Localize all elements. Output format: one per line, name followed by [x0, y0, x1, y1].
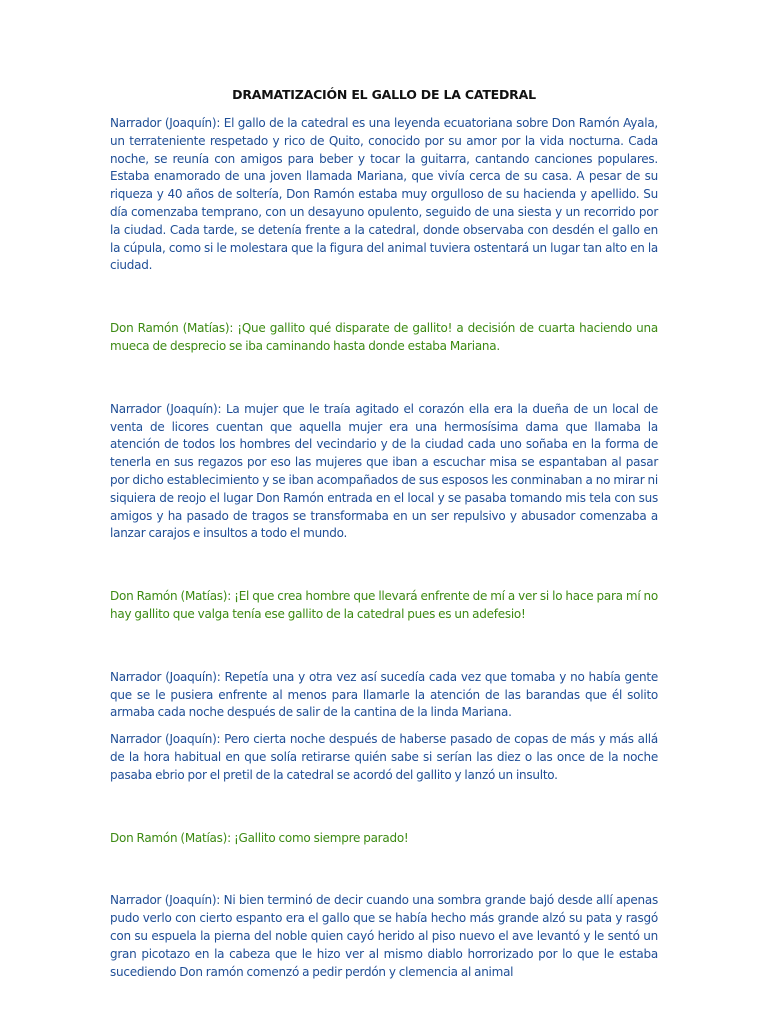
document-title: DRAMATIZACIÓN EL GALLO DE LA CATEDRAL [232, 87, 536, 102]
document-page [110, 86, 658, 981]
paragraph-ramon-2: Don Ramón (Matías): ¡El que crea hombre que llevará enfrente de mí a ver si lo hace para mí no hay gallito que valga tenía ese gallito de la catedral pues es un adefesio! [110, 589, 658, 621]
paragraph-narrator-1: Narrador (Joaquín): El gallo de la catedral es una leyenda ecuatoriana sobre Don Ramón Ayala, un terrateniente respetado y rico de Quito, conocido por su amor por la vida nocturna. Cada noche, se reunía con amigos para beber y tocar la guitarra, cantando canciones populares. Estaba enamorado de una joven llamada Mariana, que vivía cerca de su casa. A pesar de su riqueza y 40 años de soltería, Don Ramón estaba muy orgulloso de su hacienda y apellido. Su día comenzaba temprano, con un desayuno opulento, seguido de una siesta y un recorrido por la ciudad. Cada tarde, se detenía frente a la catedral, donde observaba con desdén el gallo en la cúpula, como si le molestara que la figura del animal tuviera ostentará un lugar tan alto en la ciudad. [110, 116, 658, 273]
paragraph-narrator-4: Narrador (Joaquín): Pero cierta noche después de haberse pasado de copas de más y más allá de la hora habitual en que solía retirarse quién sabe si serían las diez o las once de la noche pasaba ebrio por el pretil de la catedral se acordó del gallito y lanzó un insulto. [110, 732, 658, 782]
paragraph-narrator-3: Narrador (Joaquín): Repetía una y otra vez así sucedía cada vez que tomaba y no había gente que se le pusiera enfrente al menos para llamarle la atención de las barandas que él solito armaba cada noche después de salir de la cantina de la linda Mariana. [110, 669, 658, 720]
paragraph-narrator-2: Narrador (Joaquín): La mujer que le traía agitado el corazón ella era la dueña de un local de venta de licores cuentan que aquella mujer era una hermosísima dama que llamaba la atención de todos los hombres del vecindario y de la ciudad cada uno soñaba en la forma de tenerla en sus regazos por eso las mujeres que iban a escuchar misa se espantaban al pasar por dicho establecimiento y se iban acompañados de sus esposos les conminaban a no mirar ni siquiera de reojo el lugar Don Ramón entrada en el local y se pasaba tomando mis tela con sus amigos y ha pasado de tragos se transformaba en un ser repulsivo y abusador comenzaba a lanzar carajos e insultos a todo el mundo. [110, 401, 658, 541]
paragraph-narrator-5: Narrador (Joaquín): Ni bien terminó de decir cuando una sombra grande bajó desde allí apenas pudo verlo con cierto espanto era el gallo que se había hecho más grande alzó su pata y rasgó con su espuela la pierna del noble quien cayó herido al piso nuevo el ave levantó y le sentó un gran picotazo en la cabeza que le hizo ver al mismo diablo horrorizado por lo que le estaba sucediendo Don ramón comenzó a pedir perdón y clemencia al animal [110, 893, 658, 979]
paragraph-ramon-3: Don Ramón (Matías): ¡Gallito como siempre parado! [110, 830, 409, 845]
paragraph-ramon-1: Don Ramón (Matías): ¡Que gallito qué disparate de gallito! a decisión de cuarta haciendo una mueca de desprecio se iba caminando hasta donde estaba Mariana. [110, 321, 658, 353]
